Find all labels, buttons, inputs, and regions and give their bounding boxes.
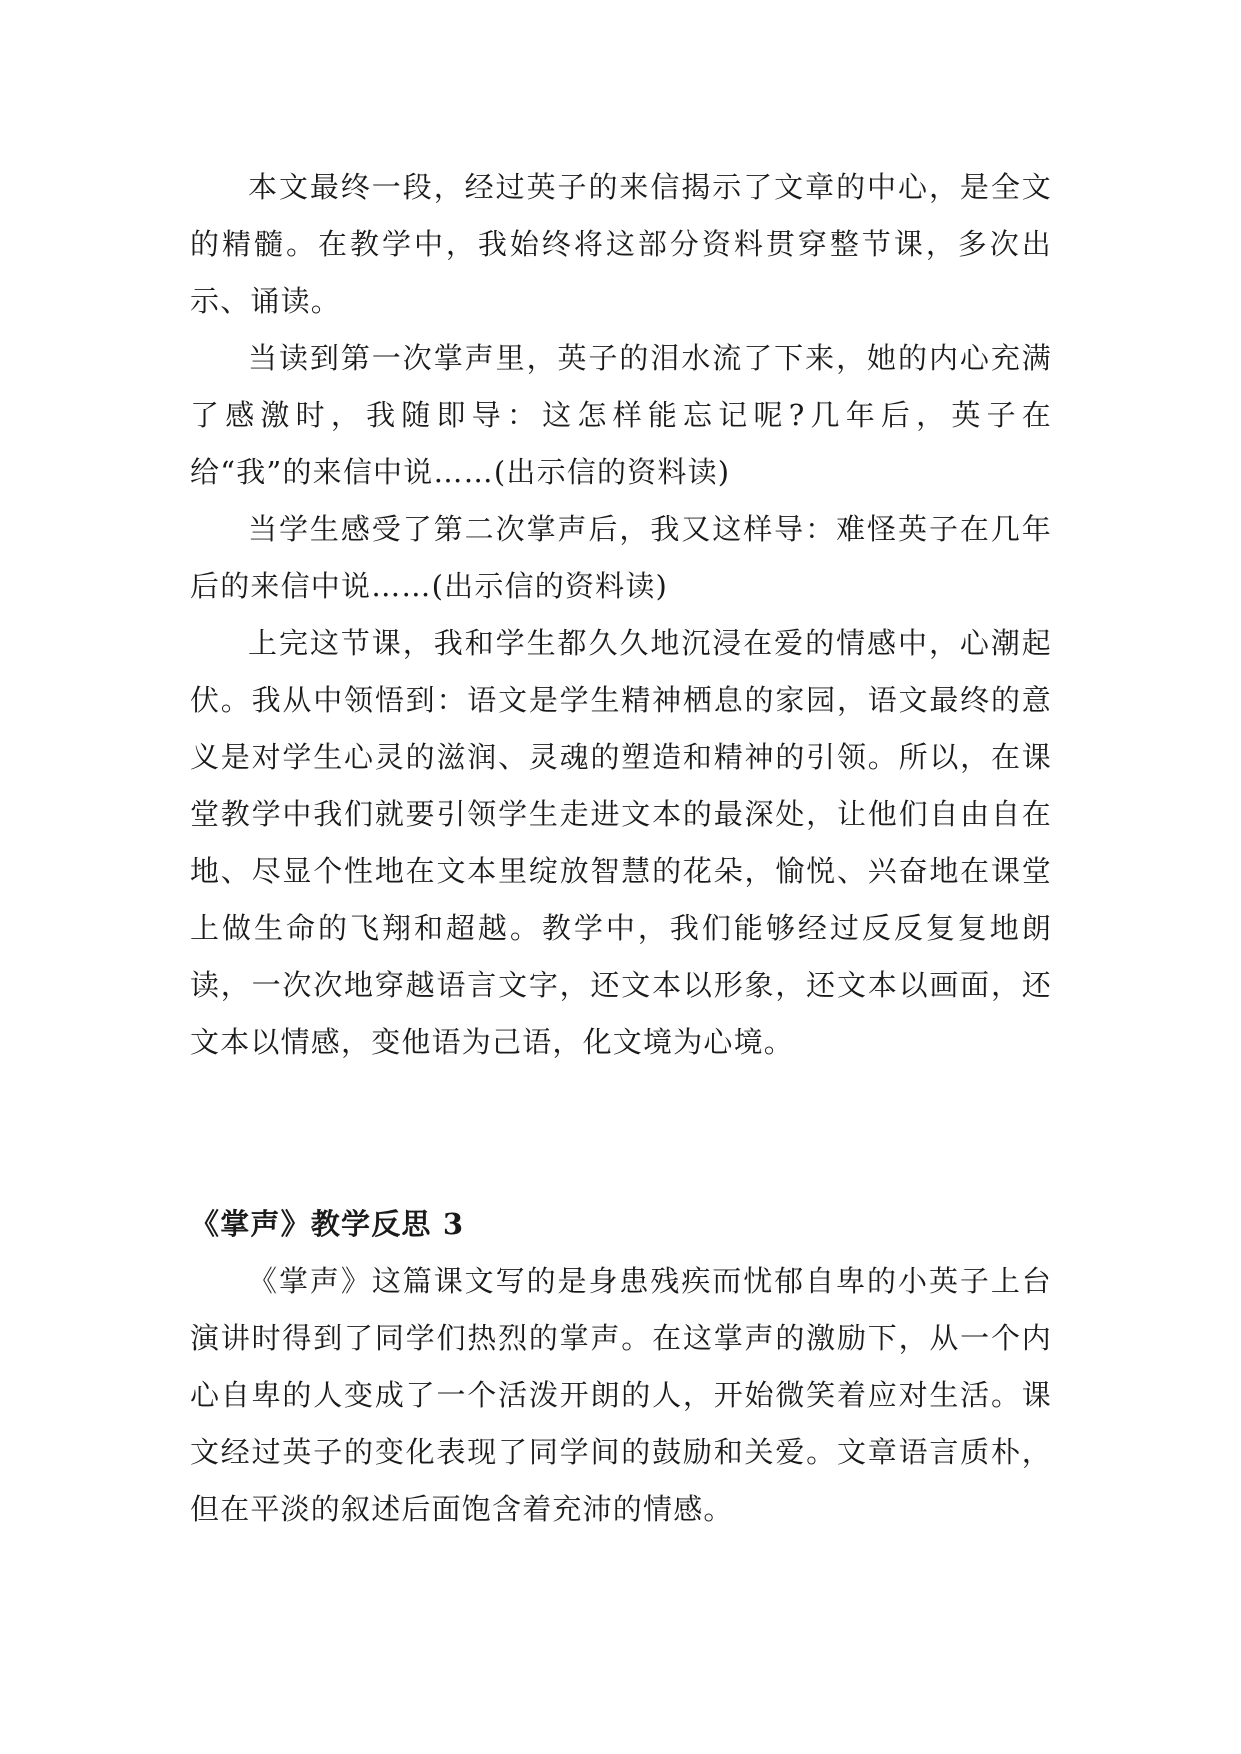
section-1-body [190,159,1052,1071]
paragraph: 当学生感受了第二次掌声后，我又这样导：难怪英子在几年后的来信中说……(出示信的资料读) [190,512,1052,603]
paragraph: 《掌声》这篇课文写的是身患残疾而忧郁自卑的小英子上台演讲时得到了同学们热烈的掌声。在这掌声的激励下，从一个内心自卑的人变成了一个活泼开朗的人，开始微笑着应对生活。课文经过英子的变化表现了同学间的鼓励和关爱。文章语言质朴，但在平淡的叙述后面饱含着充沛的情感。 [190,1264,1052,1526]
paragraph: 上完这节课，我和学生都久久地沉浸在爱的情感中，心潮起伏。我从中领悟到：语文是学生精神栖息的家园，语文最终的意义是对学生心灵的滋润、灵魂的塑造和精神的引领。所以，在课堂教学中我们就要引领学生走进文本的最深处，让他们自由自在地、尽显个性地在文本里绽放智慧的花朵，愉悦、兴奋地在课堂上做生命的飞翔和超越。教学中，我们能够经过反反复复地朗读，一次次地穿越语言文字，还文本以形象，还文本以画面，还文本以情感，变他语为己语，化文境为心境。 [190,626,1052,1059]
section-heading: 《掌声》教学反思 3 [190,1207,465,1241]
paragraph: 当读到第一次掌声里，英子的泪水流了下来，她的内心充满了感激时，我随即导：这怎样能忘记呢?几年后，英子在给“我”的来信中说……(出示信的资料读) [190,341,1052,489]
section-2-body [190,1196,1052,1538]
paragraph: 本文最终一段，经过英子的来信揭示了文章的中心，是全文的精髓。在教学中，我始终将这部分资料贯穿整节课，多次出示、诵读。 [190,170,1052,318]
